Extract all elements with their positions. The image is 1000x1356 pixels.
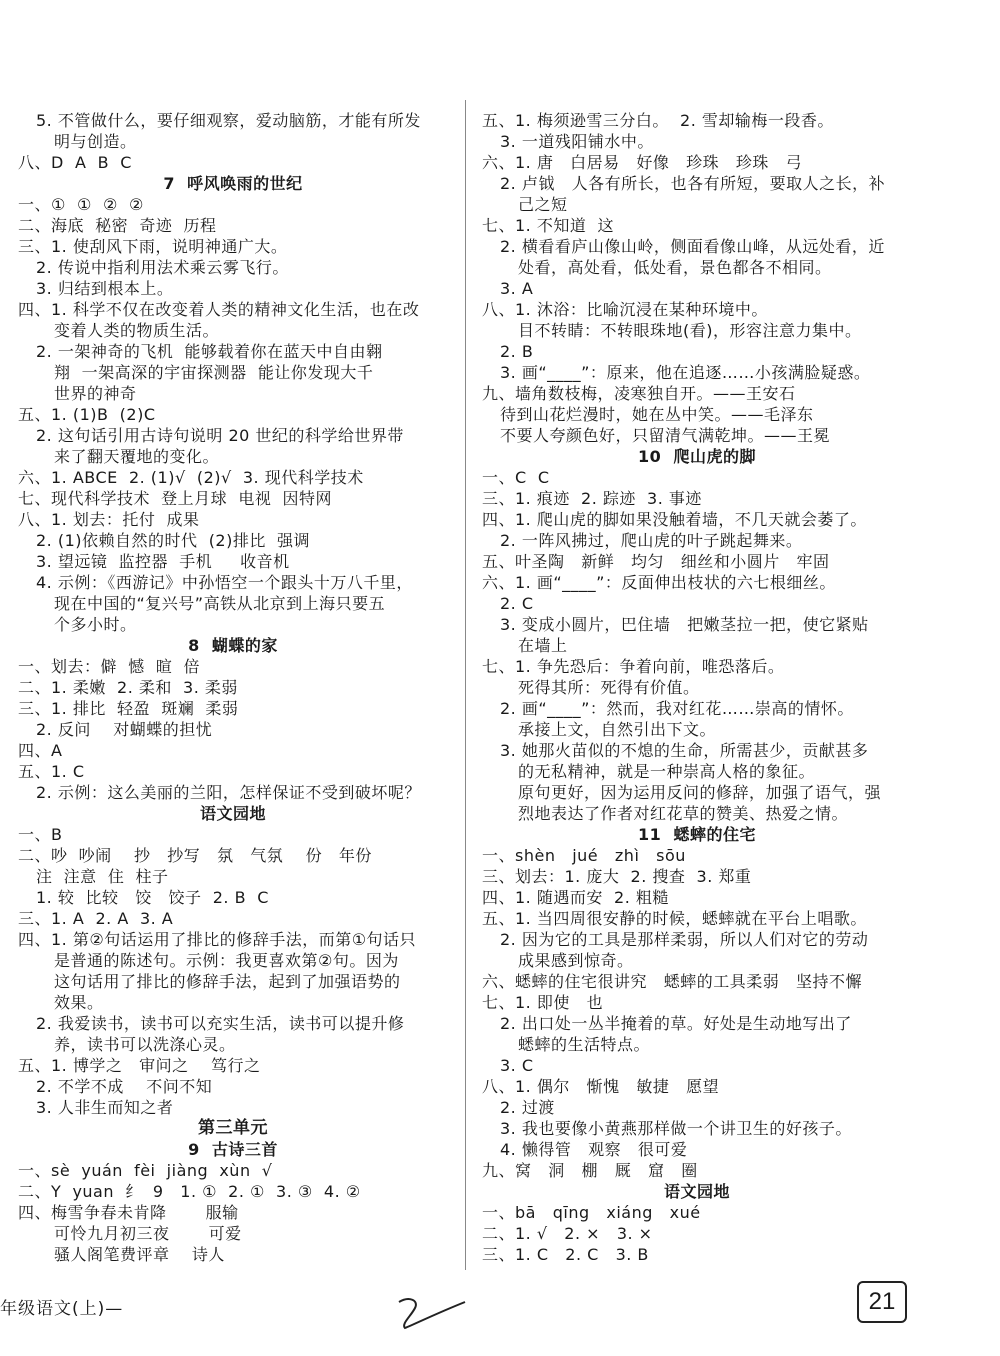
- answer-line: 翔 一架高深的宇宙探测器 能让你发现大千: [54, 363, 374, 382]
- section-title: 9 古诗三首: [188, 1140, 278, 1159]
- section-title: 语文园地: [199, 804, 266, 823]
- answer-line: 原句更好，因为运用反问的修辞，加强了语气，强: [518, 783, 882, 802]
- answer-line: 3. 一道残阳铺水中。: [500, 132, 654, 151]
- answer-line: 1. 较 比较 饺 饺子 2. B C: [36, 888, 269, 907]
- answer-line: 2. 一架神奇的飞机 能够载着你在蓝天中自由翱: [36, 342, 383, 361]
- answer-line: 二、1. 柔嫩 2. 柔和 3. 柔弱: [18, 678, 238, 697]
- answer-line: 注 注意 住 柱子: [36, 867, 169, 886]
- answer-line: 这句话用了排比的修辞手法，起到了加强语势的: [54, 972, 401, 991]
- answer-line: 效果。: [54, 993, 104, 1012]
- answer-line: 三、1. 排比 轻盈 斑斓 柔弱: [18, 699, 239, 718]
- answer-line: 养，读书可以洗涤心灵。: [54, 1035, 236, 1054]
- answer-line: 八、1. 偶尔 惭愧 敏捷 愿望: [482, 1077, 720, 1096]
- answer-line: 2. 这句话引用古诗句说明 20 世纪的科学给世界带: [36, 426, 404, 445]
- answer-line: 2. 画“____”：然而，我对红花……崇高的情怀。: [500, 699, 854, 718]
- answer-line: 一、B: [18, 825, 63, 844]
- answer-line: 变着人类的物质生活。: [54, 321, 220, 340]
- answer-line: 蟋蟀的生活特点。: [518, 1035, 651, 1054]
- section-title: 10 爬山虎的脚: [638, 447, 756, 466]
- answer-line: 处看，高处看，低处看，景色都各不相同。: [518, 258, 832, 277]
- answer-line: 三、划去：1. 庞大 2. 搜查 3. 郑重: [482, 867, 752, 886]
- answer-line: 五、1. 当四周很安静的时候，蟋蟀就在平台上唱歌。: [482, 909, 867, 928]
- answer-line: 一、sè yuán fèi jiàng xùn √: [18, 1161, 273, 1180]
- answer-line: 三、1. 痕迹 2. 踪迹 3. 事迹: [482, 489, 702, 508]
- answer-line: 明与创造。: [54, 132, 137, 151]
- answer-line: 目不转睛：不转眼珠地(看)，形容注意力集中。: [518, 321, 862, 340]
- answer-line: 来了翻天覆地的变化。: [54, 447, 220, 466]
- answer-line: 八、1. 划去：托付 成果: [18, 510, 200, 529]
- section-title: 11 蟋蟀的住宅: [638, 825, 756, 844]
- answer-line: 三、1. A 2. A 3. A: [18, 909, 174, 928]
- footer-label: 年级语文(上)—: [0, 1299, 124, 1319]
- answer-line: 七、1. 不知道 这: [482, 216, 615, 235]
- column-divider: [465, 100, 466, 1270]
- answer-line: 待到山花烂漫时，她在丛中笑。——毛泽东: [500, 405, 814, 424]
- answer-line: 可怜九月初三夜 可爱: [54, 1224, 242, 1243]
- answer-line: 2. 传说中指利用法术乘云雾飞行。: [36, 258, 289, 277]
- answer-line: 成果感到惊奇。: [518, 951, 634, 970]
- answer-line: 九、墙角数枝梅，凌寒独自开。——王安石: [482, 384, 796, 403]
- answer-line: 二、海底 秘密 奇迹 历程: [18, 216, 217, 235]
- section-title: 第三单元: [198, 1118, 268, 1138]
- answer-line: 七、1. 即使 也: [482, 993, 604, 1012]
- answer-line: 2. 过渡: [500, 1098, 555, 1117]
- answer-line: 2. 反问 对蝴蝶的担忧: [36, 720, 213, 739]
- answer-line: 三、1. 使刮风下雨，说明神通广大。: [18, 237, 288, 256]
- answer-line: 2. 示例：这么美丽的兰阳，怎样保证不受到破坏呢？: [36, 783, 421, 802]
- answer-line: 2. 卢钺 人各有所长，也各有所短，要取人之长，补: [500, 174, 886, 193]
- answer-line: 5. 不管做什么，要仔细观察，爱动脑筋，才能有所发: [36, 111, 421, 130]
- answer-line: 2. B: [500, 342, 534, 361]
- answer-line: 3. 归结到根本上。: [36, 279, 174, 298]
- answer-line: 烈地表达了作者对红花草的赞美、热爱之情。: [518, 804, 849, 823]
- answer-line: 是普通的陈述句。示例：我更喜欢第②句。因为: [54, 951, 399, 970]
- answer-line: 二、1. √ 2. × 3. ×: [482, 1224, 653, 1243]
- answer-line: 五、1. C: [18, 762, 85, 781]
- answer-line: 四、1. 爬山虎的脚如果没触着墙，不几天就会萎了。: [482, 510, 867, 529]
- answer-line: 在墙上: [518, 636, 568, 655]
- answer-line: 2. 出口处一丛半掩着的草。好处是生动地写出了: [500, 1014, 852, 1033]
- answer-line: 七、1. 争先恐后：争着向前，唯恐落后。: [482, 657, 785, 676]
- answer-line: 2. 横看看庐山像山岭，侧面看像山峰，从远处看，近: [500, 237, 885, 256]
- answer-line: 4. 示例：《西游记》中孙悟空一个跟头十万八千里，: [36, 573, 413, 592]
- answer-line: 3. 望远镜 监控器 手机 收音机: [36, 552, 290, 571]
- left-column: [18, 110, 448, 1265]
- answer-line: 己之短: [518, 195, 568, 214]
- answer-line: 3. 人非生而知之者: [36, 1098, 174, 1117]
- answer-line: 3. A: [500, 279, 534, 298]
- answer-line: 2. (1)依赖自然的时代 (2)排比 强调: [36, 531, 311, 550]
- answer-line: 骚人阁笔费评章 诗人: [54, 1245, 225, 1264]
- answer-line: 2. 我爱读书，读书可以充实生活，读书可以提升修: [36, 1014, 405, 1033]
- page-number: 21: [857, 1281, 907, 1323]
- section-title: 8 蝴蝶的家: [188, 636, 278, 655]
- answer-line: 一、划去：僻 憾 暄 倍: [18, 657, 201, 676]
- answer-line: 三、1. C 2. C 3. B: [482, 1245, 649, 1264]
- answer-line: 3. 画“____”：原来，他在追逐……小孩满脸疑惑。: [500, 363, 871, 382]
- answer-line: 个多小时。: [54, 615, 137, 634]
- answer-line: 3. 我也要像小黄燕那样做一个讲卫生的好孩子。: [500, 1119, 852, 1138]
- answer-line: 承接上文，自然引出下文。: [518, 720, 717, 739]
- section-title: 7 呼风唤雨的世纪: [163, 174, 303, 193]
- answer-line: 六、1. 唐 白居易 好像 珍珠 珍珠 弓: [482, 153, 803, 172]
- answer-line: 的无私精神，就是一种崇高人格的象征。: [518, 762, 816, 781]
- answer-line: 2. C: [500, 594, 534, 613]
- answer-line: 3. 变成小圆片，巴住墙 把嫩茎拉一把，使它紧贴: [500, 615, 869, 634]
- answer-line: 世界的神奇: [54, 384, 137, 403]
- answer-line: 一、C C: [482, 468, 550, 487]
- answer-line: 2. 因为它的工具是那样柔弱，所以人们对它的劳动: [500, 930, 869, 949]
- answer-line: 六、1. ABCE 2. (1)√ (2)√ 3. 现代科学技术: [18, 468, 364, 487]
- answer-line: 二、Y yuan 纟 9 1. ① 2. ① 3. ③ 4. ②: [18, 1182, 361, 1201]
- answer-line: 不要人夸颜色好，只留清气满乾坤。——王冕: [500, 426, 831, 445]
- answer-line: 四、梅雪争春未肯降 服输: [18, 1203, 239, 1222]
- answer-line: 四、1. 第②句话运用了排比的修辞手法，而第①句话只: [18, 930, 417, 949]
- answer-line: 七、现代科学技术 登上月球 电视 因特网: [18, 489, 333, 508]
- answer-line: 一、shèn jué zhì sōu: [482, 846, 686, 865]
- answer-line: 八、1. 沐浴：比喻沉浸在某种环境中。: [482, 300, 768, 319]
- answer-line: 一、① ① ② ②: [18, 195, 144, 214]
- answer-line: 六、1. 画“____”：反面伸出枝状的六七根细丝。: [482, 573, 836, 592]
- answer-line: 现在中国的“复兴号”高铁从北京到上海只要五: [54, 594, 386, 613]
- answer-line: 五、叶圣陶 新鲜 均匀 细丝和小圆片 牢固: [482, 552, 830, 571]
- answer-line: 五、1. (1)B (2)C: [18, 405, 156, 424]
- answer-line: 死得其所：死得有价值。: [518, 678, 700, 697]
- answer-line: 九、窝 洞 棚 厩 窟 圈: [482, 1161, 698, 1180]
- answer-line: 四、1. 科学不仅在改变着人类的精神文化生活，也在改: [18, 300, 420, 319]
- answer-line: 3. 她那火苗似的不熄的生命，所需甚少，贡献甚多: [500, 741, 869, 760]
- answer-line: 四、1. 随遇而安 2. 粗糙: [482, 888, 669, 907]
- answer-line: 3. C: [500, 1056, 534, 1075]
- section-title: 语文园地: [663, 1182, 730, 1201]
- answer-line: 六、蟋蟀的住宅很讲究 蟋蟀的工具柔弱 坚持不懈: [482, 972, 863, 991]
- answer-line: 五、1. 博学之 审问之 笃行之: [18, 1056, 261, 1075]
- answer-line: 五、1. 梅须逊雪三分白。 2. 雪却输梅一段香。: [482, 111, 834, 130]
- answer-line: 一、bā qīng xiáng xué: [482, 1203, 701, 1222]
- answer-line: 八、D A B C: [18, 153, 132, 172]
- answer-line: 4. 懒得管 观察 很可爱: [500, 1140, 688, 1159]
- answer-line: 二、吵 吵闹 抄 抄写 氛 气氛 份 年份: [18, 846, 372, 865]
- right-column: [482, 110, 912, 1265]
- answer-line: 四、A: [18, 741, 63, 760]
- answer-line: 2. 不学不成 不问不知: [36, 1077, 213, 1096]
- handwritten-scribble: [395, 1294, 475, 1334]
- answer-line: 2. 一阵风拂过，爬山虎的叶子跳起舞来。: [500, 531, 803, 550]
